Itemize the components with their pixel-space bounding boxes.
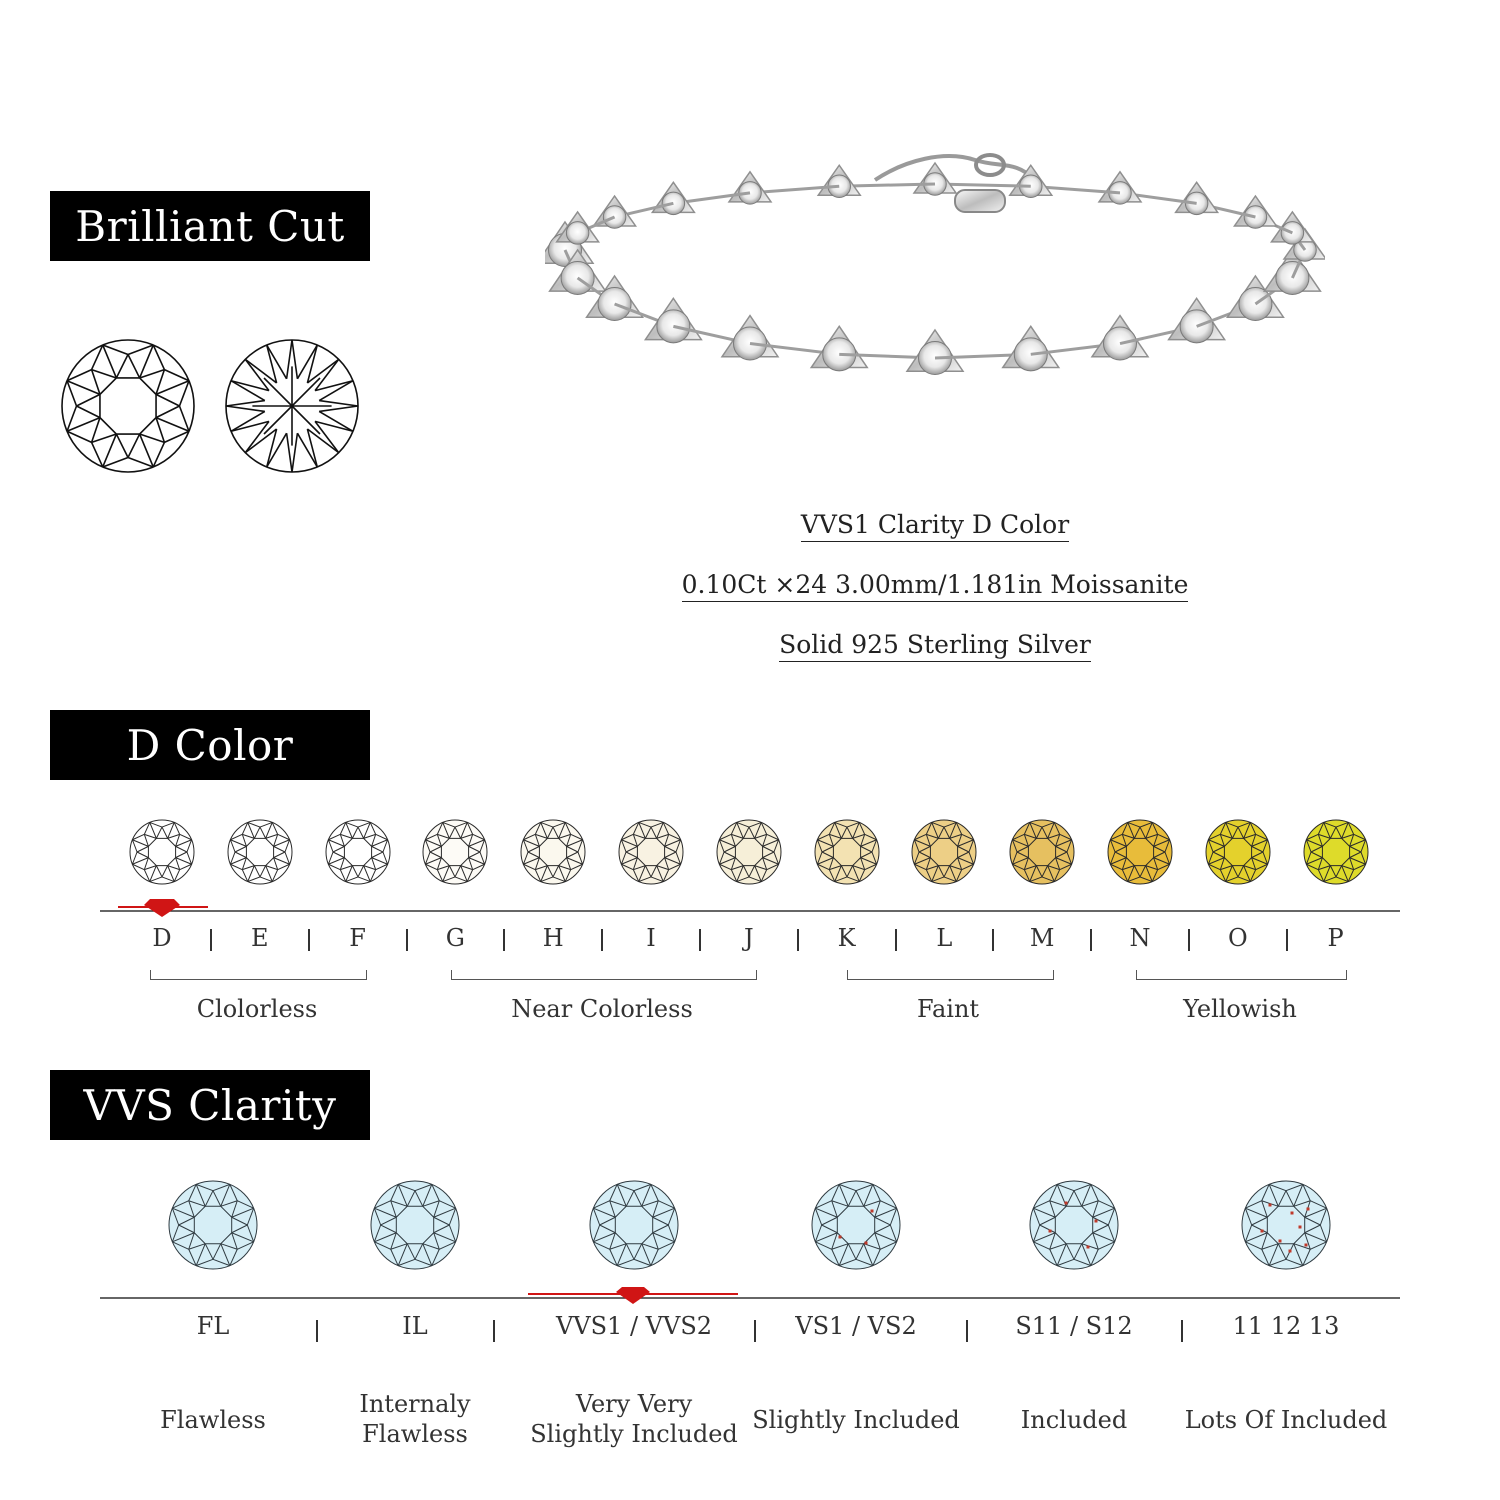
color-grade-separator [699, 929, 701, 951]
bracelet-stone [907, 330, 963, 375]
color-grade-separator [1286, 929, 1288, 951]
bracelet-stone [1099, 172, 1141, 204]
spec-clarity-color-text: VVS1 Clarity D Color [801, 510, 1069, 542]
color-grade-e: E [251, 924, 269, 952]
clarity-scale-axis [0, 1284, 1500, 1308]
color-grade-i: I [646, 924, 656, 952]
brilliant-cut-banner: Brilliant Cut [50, 191, 370, 261]
inclusion-dot [1289, 1250, 1292, 1253]
group-bracket-near-colorless [451, 970, 757, 980]
color-swatch-m [1007, 817, 1077, 887]
clarity-desc-2-line2: Slightly Included [530, 1420, 738, 1448]
group-label-yellowish: Yellowish [1183, 995, 1297, 1023]
bracelet-stone [1176, 182, 1218, 214]
brilliant-cut-crown-diagram [58, 336, 198, 476]
color-grade-separator [601, 929, 603, 951]
clarity-gem-4 [1026, 1177, 1122, 1273]
spec-clarity-color [560, 510, 1310, 539]
color-grade-separator [308, 929, 310, 951]
color-swatch-k [812, 817, 882, 887]
color-swatch-l [909, 817, 979, 887]
clarity-desc-0-line1: Flawless [160, 1406, 266, 1434]
clarity-gem-2 [586, 1177, 682, 1273]
bracelet-stone [914, 163, 956, 195]
bracelet-stone [1169, 298, 1225, 343]
clarity-grade-separator [493, 1320, 495, 1342]
clarity-desc-1-line2: Flawless [362, 1420, 468, 1448]
color-grade-o: O [1227, 924, 1248, 952]
clarity-gem-3 [808, 1177, 904, 1273]
color-grade-separator [1090, 929, 1092, 951]
inclusion-dot [865, 1242, 868, 1245]
color-swatch-o [1203, 817, 1273, 887]
color-swatch-d [127, 817, 197, 887]
color-selected-marker-icon [144, 899, 180, 917]
brilliant-cut-pavilion-diagram [222, 336, 362, 476]
clarity-grade-2: VVS1 / VVS2 [555, 1312, 713, 1340]
spec-metal-text: Solid 925 Sterling Silver [779, 630, 1091, 662]
group-label-near-colorless: Near Colorless [511, 995, 693, 1023]
color-swatch-e [225, 817, 295, 887]
bracelet-stone [1003, 326, 1059, 371]
color-grade-k: K [837, 924, 856, 952]
clarity-gem-1 [367, 1177, 463, 1273]
inclusion-dot [1307, 1208, 1310, 1211]
inclusion-dot [1095, 1220, 1098, 1223]
inclusion-dot [1065, 1202, 1068, 1205]
color-swatch-n [1105, 817, 1175, 887]
color-grade-separator [210, 929, 212, 951]
color-grade-separator [1188, 929, 1190, 951]
color-grade-l: L [936, 924, 953, 952]
clarity-grade-separator [966, 1320, 968, 1342]
clarity-desc-3-line1: Slightly Included [752, 1406, 960, 1434]
inclusion-dot [871, 1210, 874, 1213]
inclusion-dot [1269, 1204, 1272, 1207]
color-swatch-g [420, 817, 490, 887]
color-grade-d: D [152, 924, 172, 952]
clarity-desc-4-line1: Included [1020, 1406, 1128, 1434]
color-grade-separator [406, 929, 408, 951]
inclusion-dot [1261, 1230, 1264, 1233]
spec-stone-size-text: 0.10Ct ×24 3.00mm/1.181in Moissanite [682, 570, 1189, 602]
color-grade-f: F [349, 924, 366, 952]
bracelet-stone [811, 326, 867, 371]
clarity-grade-4: S11 / S12 [1015, 1312, 1133, 1340]
color-grade-g: G [445, 924, 465, 952]
clarity-desc-1-line1: Internaly [359, 1390, 471, 1418]
inclusion-dot [1279, 1240, 1282, 1243]
group-bracket-faint [847, 970, 1054, 980]
inclusion-dot [1305, 1244, 1308, 1247]
bracelet-stone [729, 172, 771, 204]
bracelet-stone [645, 298, 701, 343]
clarity-grade-3: VS1 / VS2 [795, 1312, 917, 1340]
color-grade-n: N [1129, 924, 1151, 952]
color-swatch-i [616, 817, 686, 887]
bracelet-stone [818, 165, 860, 197]
color-swatch-f [323, 817, 393, 887]
color-swatch-h [518, 817, 588, 887]
group-label-colorless: Clolorless [196, 995, 318, 1023]
color-grade-h: H [542, 924, 564, 952]
color-grade-separator [797, 929, 799, 951]
color-grade-separator [992, 929, 994, 951]
color-scale-axis [0, 895, 1500, 925]
inclusion-dot [1049, 1230, 1052, 1233]
inclusion-dot [1299, 1226, 1302, 1229]
bracelet-stone [1010, 165, 1052, 197]
inclusion-dot [1291, 1212, 1294, 1215]
group-label-faint: Faint [916, 995, 980, 1023]
color-swatch-j [714, 817, 784, 887]
clarity-desc-5-line1: Lots Of Included [1184, 1406, 1388, 1434]
clarity-gem-0 [165, 1177, 261, 1273]
clarity-grade-0: FL [196, 1312, 230, 1340]
color-grade-separator [503, 929, 505, 951]
spec-stone-size [560, 570, 1310, 599]
clarity-grade-separator [754, 1320, 756, 1342]
clarity-desc-2-line1: Very Very [575, 1390, 693, 1418]
color-grade-m: M [1029, 924, 1055, 952]
group-bracket-colorless [150, 970, 367, 980]
d-color-banner: D Color [50, 710, 370, 780]
bracelet-image [545, 140, 1325, 440]
color-swatch-p [1301, 817, 1371, 887]
color-grade-separator [895, 929, 897, 951]
color-grade-p: P [1327, 924, 1344, 952]
bracelet-stone [652, 182, 694, 214]
clarity-grade-1: IL [402, 1312, 428, 1340]
clarity-gem-5 [1238, 1177, 1334, 1273]
inclusion-dot [839, 1236, 842, 1239]
color-grade-j: J [743, 924, 754, 952]
clarity-grade-separator [1181, 1320, 1183, 1342]
spec-metal [560, 630, 1310, 659]
group-bracket-yellowish [1136, 970, 1347, 980]
vvs-clarity-banner: VVS Clarity [50, 1070, 370, 1140]
inclusion-dot [1087, 1246, 1090, 1249]
clarity-grade-5: 11 12 13 [1232, 1312, 1340, 1340]
clarity-grade-separator [316, 1320, 318, 1342]
lobster-clasp-icon [955, 190, 1005, 212]
clarity-selected-marker-icon [616, 1287, 650, 1304]
